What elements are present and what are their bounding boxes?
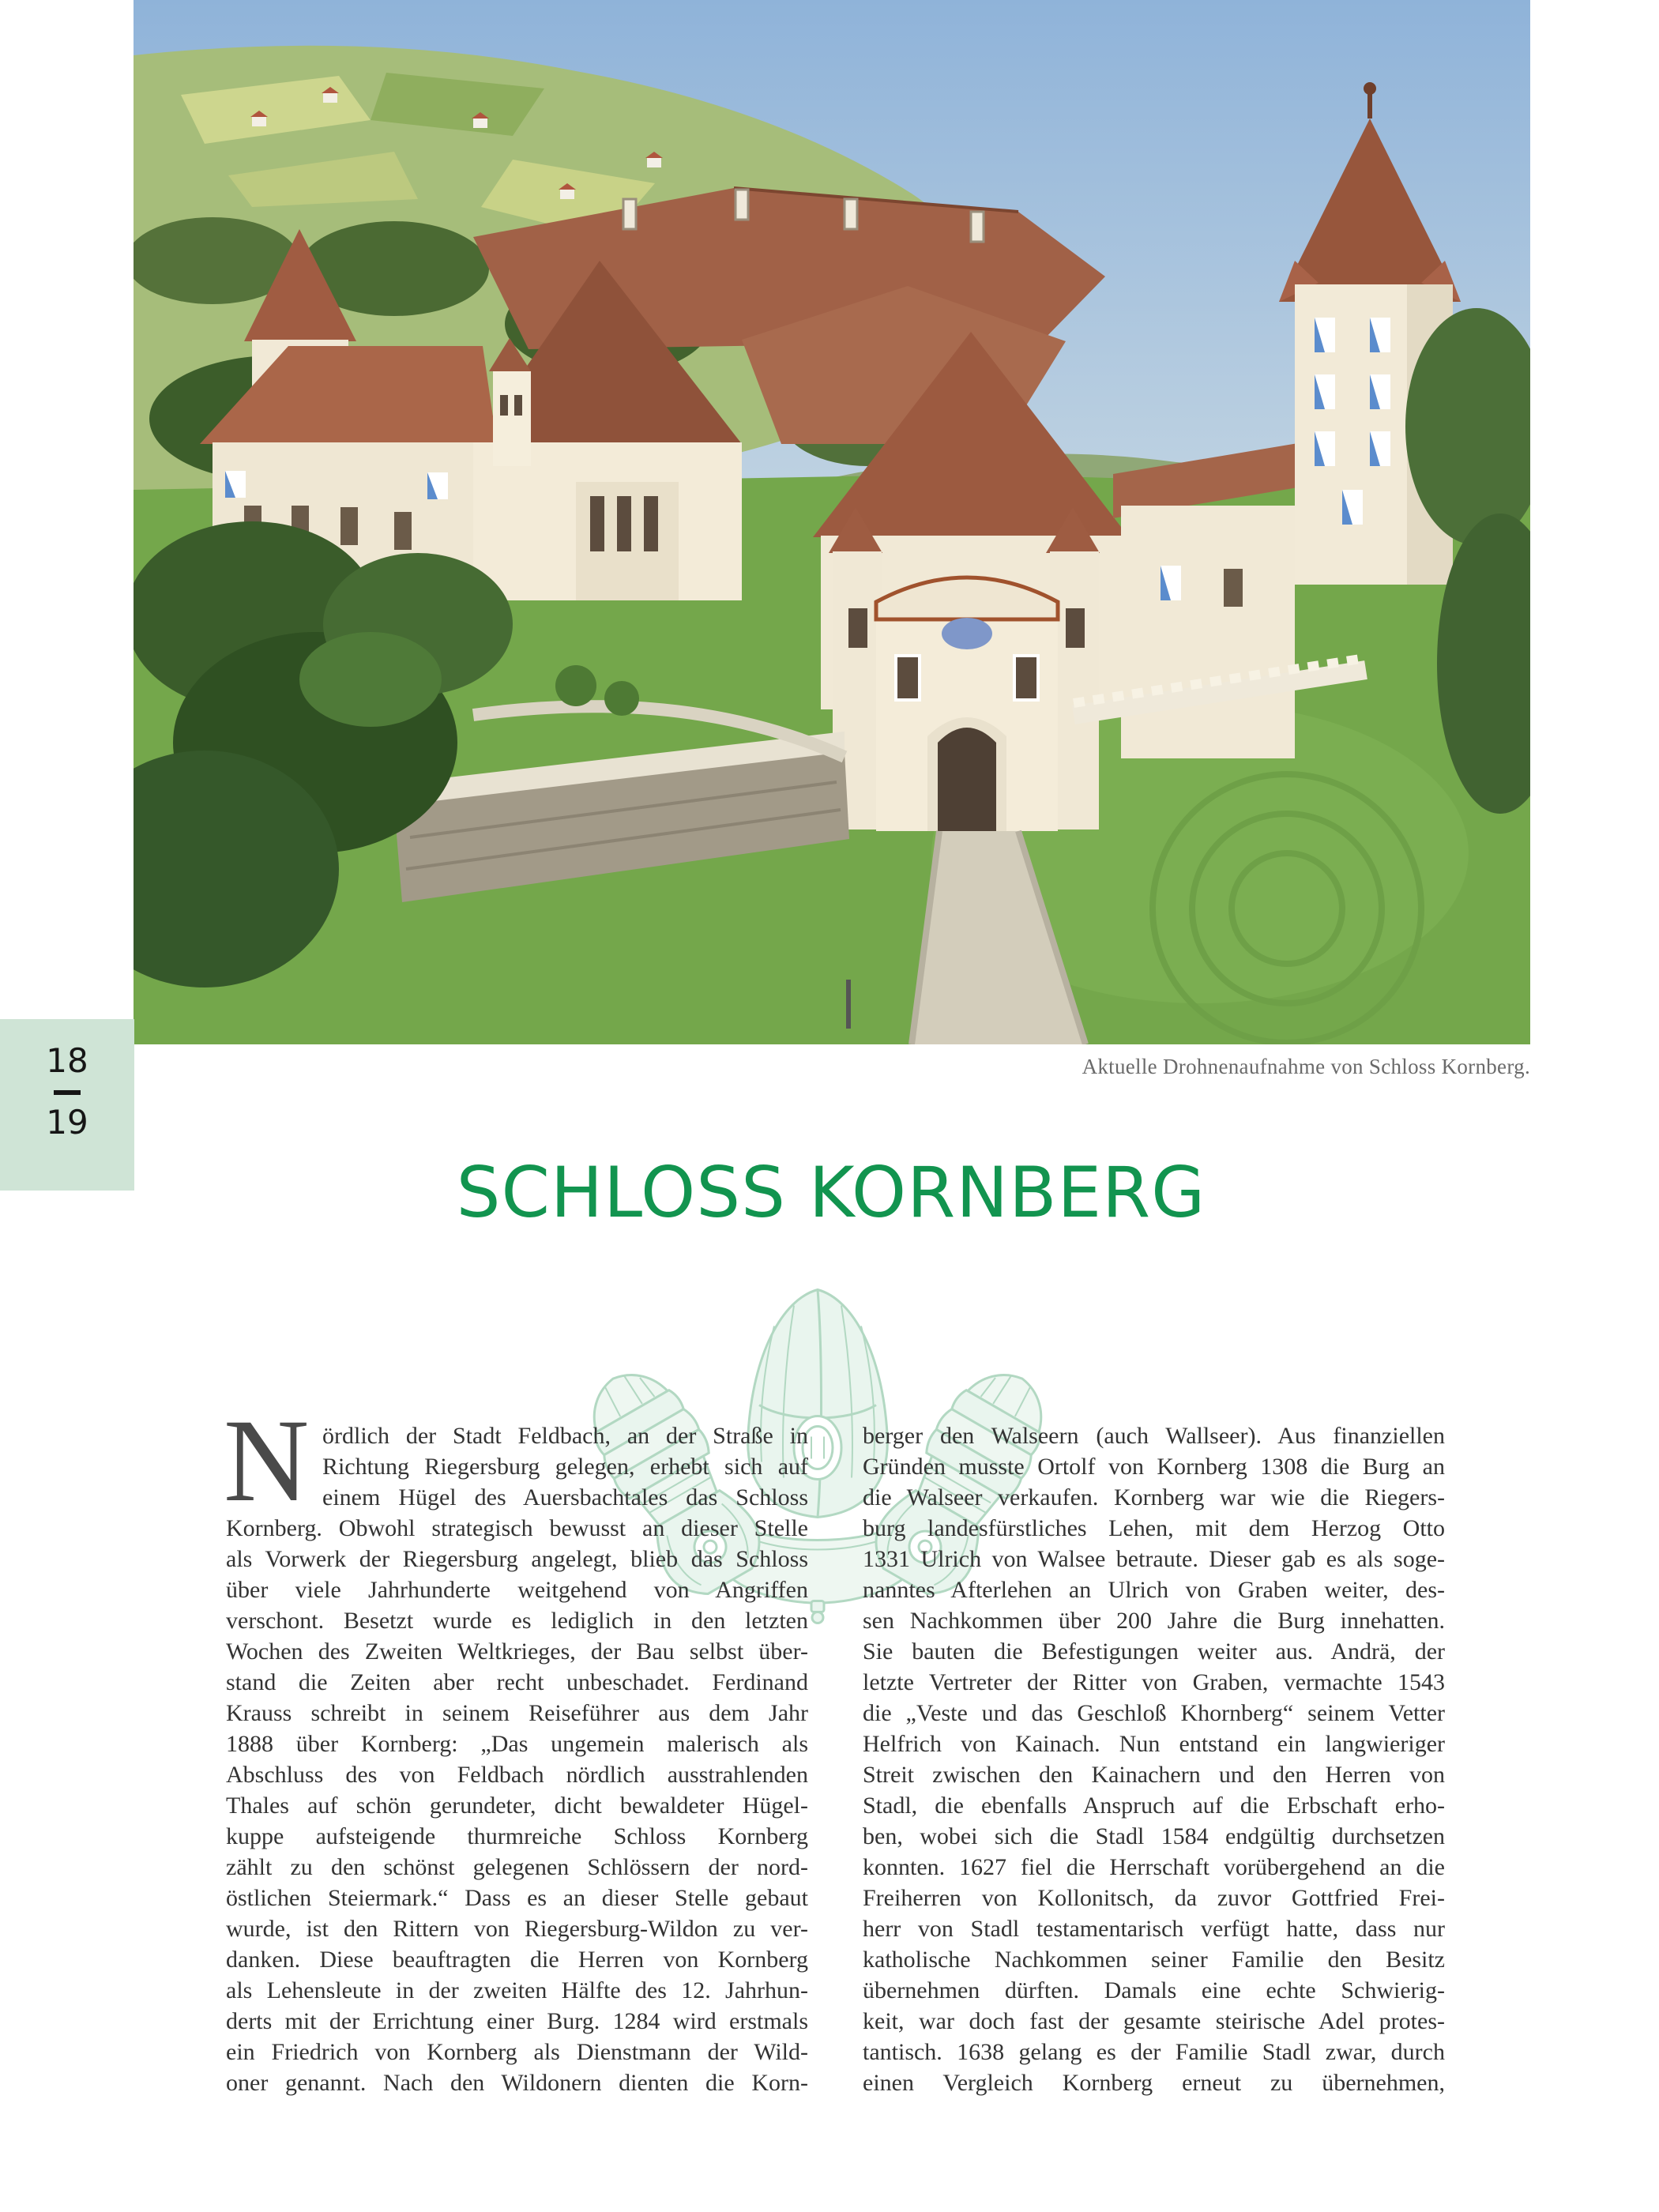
text-line: herr von Stadl testamentarisch verfügt hatte, dass nur: [863, 1916, 1445, 1942]
text-line: die Walseer verkaufen. Kornberg war wie die Riegers-: [863, 1484, 1445, 1510]
text-line: 1888 über Kornberg: „Das ungemein malerisch als: [226, 1731, 808, 1757]
text-line: als Lehensleute in der zweiten Hälfte des 12. Jahrhun-: [226, 1977, 808, 2003]
body-column-left: [226, 1420, 808, 2098]
text-line: sen Nachkommen über 200 Jahre die Burg innehatten.: [863, 1608, 1445, 1634]
text-line: Streit zwischen den Kainachern und den Herren von: [863, 1762, 1445, 1788]
text-line: keit, war doch fast der gesamte steirische Adel protes-: [863, 2008, 1445, 2034]
text-line: katholische Nachkommen seiner Familie den Besitz: [863, 1947, 1445, 1973]
photo-caption: Aktuelle Drohnenaufnahme von Schloss Kornberg.: [1082, 1055, 1530, 1078]
castle-aerial-photo: [134, 0, 1530, 1044]
page-number-tab: [0, 1019, 134, 1191]
text-line: Thales auf schön gerundeter, dicht bewaldeter Hügel-: [226, 1793, 808, 1819]
text-line: Gründen musste Ortolf von Kornberg 1308 die Burg an: [863, 1454, 1445, 1480]
text-line: Sie bauten die Befestigungen weiter aus. Andrä, der: [863, 1638, 1445, 1665]
text-line: einem Hügel des Auersbachtales das Schloss: [322, 1484, 808, 1510]
text-line: oner genannt. Nach den Wildonern dienten die Korn-: [226, 2070, 808, 2096]
body-column-right: [863, 1420, 1445, 2098]
text-line: ördlich der Stadt Feldbach, an der Straße in: [322, 1423, 808, 1449]
text-line: einen Vergleich Kornberg erneut zu übernehmen,: [863, 2070, 1445, 2096]
text-line: wurde, ist den Rittern von Riegersburg-Wildon zu ver-: [226, 1916, 808, 1942]
text-line: konnten. 1627 fiel die Herrschaft vorübergehend an die: [863, 1854, 1445, 1880]
text-line: über viele Jahrhunderte weitgehend von Angriffen: [226, 1577, 808, 1603]
text-line: ben, wobei sich die Stadl 1584 endgültig durchsetzen: [863, 1823, 1445, 1849]
text-line: Krauss schreibt in seinem Reiseführer aus dem Jahr: [226, 1700, 808, 1726]
page-number-right: 19: [46, 1103, 88, 1142]
text-line: verschont. Besetzt wurde es lediglich in den letzten: [226, 1608, 808, 1634]
text-line: Freiherren von Kollonitsch, da zuvor Gottfried Frei-: [863, 1885, 1445, 1911]
text-line: nanntes Afterlehen an Ulrich von Graben weiter, des-: [863, 1577, 1445, 1603]
text-line: Wochen des Zweiten Weltkrieges, der Bau selbst über-: [226, 1638, 808, 1665]
text-line: als Vorwerk der Riegersburg angelegt, blieb das Schloss: [226, 1546, 808, 1572]
text-line: übernehmen dürften. Damals eine echte Schwierig-: [863, 1977, 1445, 2003]
text-line: letzte Vertreter der Ritter von Graben, vermachte 1543: [863, 1669, 1445, 1695]
text-line: Kornberg. Obwohl strategisch bewusst an dieser Stelle: [226, 1515, 808, 1541]
chapter-title: SCHLOSS KORNBERG: [456, 1152, 1206, 1233]
text-line: stand die Zeiten aber recht unbeschadet. Ferdinand: [226, 1669, 808, 1695]
text-line: burg landesfürstliches Lehen, mit dem Herzog Otto: [863, 1515, 1445, 1541]
text-line: Stadl, die ebenfalls Anspruch auf die Erbschaft erho-: [863, 1793, 1445, 1819]
text-line: tantisch. 1638 gelang es der Familie Stadl zwar, durch: [863, 2039, 1445, 2065]
text-line: kuppe aufsteigende thurmreiche Schloss Kornberg: [226, 1823, 808, 1849]
text-line: 1331 Ulrich von Walsee betraute. Dieser gab es als soge-: [863, 1546, 1445, 1572]
text-line: die „Veste und das Geschloß Khornberg“ seinem Vetter: [863, 1700, 1445, 1726]
castle-photo-illustration: [134, 0, 1530, 1044]
text-line: östlichen Steiermark.“ Dass es an dieser Stelle gebaut: [226, 1885, 808, 1911]
text-line: Richtung Riegersburg gelegen, erhebt sich auf: [322, 1454, 808, 1480]
page-number-dash: [54, 1090, 81, 1095]
text-line: derts mit der Errichtung einer Burg. 1284 wird erstmals: [226, 2008, 808, 2034]
drop-cap: N: [224, 1395, 310, 1526]
text-line: ein Friedrich von Kornberg als Dienstmann der Wild-: [226, 2039, 808, 2065]
text-line: Abschluss des von Feldbach nördlich ausstrahlenden: [226, 1762, 808, 1788]
page-number-left: 18: [46, 1041, 88, 1080]
text-line: zählt zu den schönst gelegenen Schlössern der nord-: [226, 1854, 808, 1880]
text-line: danken. Diese beauftragten die Herren von Kornberg: [226, 1947, 808, 1973]
text-line: berger den Walseern (auch Wallseer). Aus finanziellen: [863, 1423, 1445, 1449]
text-line: Helfrich von Kainach. Nun entstand ein langwieriger: [863, 1731, 1445, 1757]
